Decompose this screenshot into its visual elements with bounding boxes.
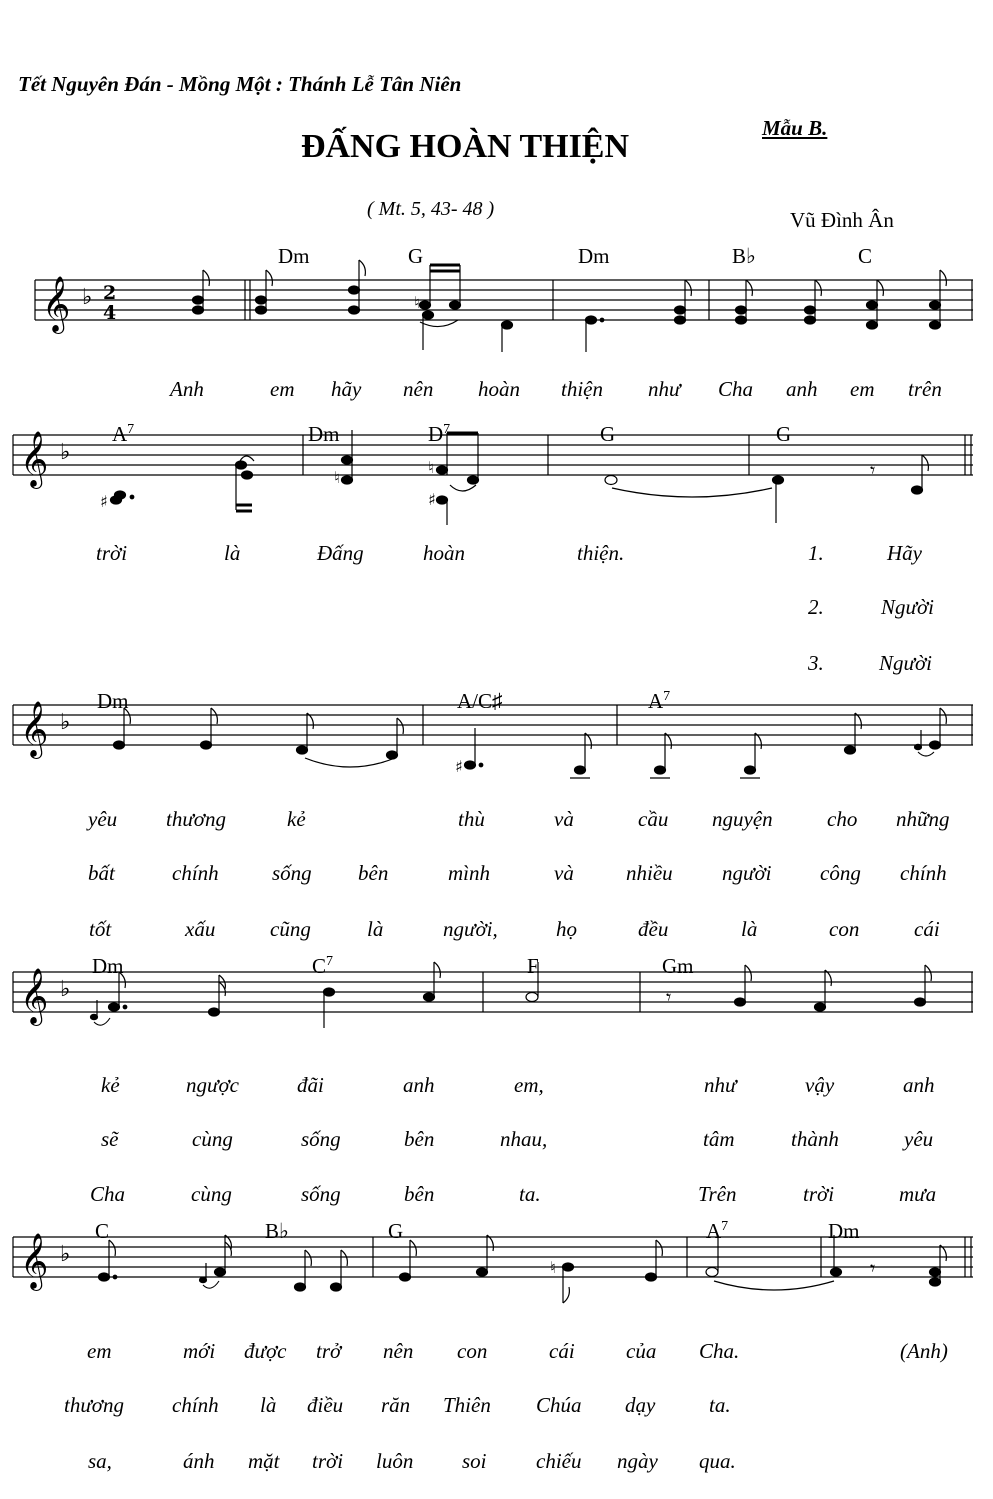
lyric-syllable: hãy bbox=[331, 377, 362, 401]
lyric-syllable: trời bbox=[803, 1182, 835, 1206]
variant-label: Mẫu B. bbox=[762, 116, 828, 140]
chord-extension: 7 bbox=[326, 954, 334, 969]
lyric-syllable: chính bbox=[172, 861, 219, 885]
lyric-syllable: chiếu bbox=[536, 1449, 582, 1473]
lyric-syllable: kẻ bbox=[287, 807, 306, 831]
lyric-syllable: thiện. bbox=[577, 541, 625, 565]
lyric-syllable: thành bbox=[791, 1127, 839, 1151]
lyric-syllable: là bbox=[224, 541, 241, 565]
chord-symbol: A/C♯ bbox=[457, 689, 503, 713]
chord-symbol: B♭ bbox=[732, 244, 756, 268]
lyric-syllable: em bbox=[270, 377, 295, 401]
lyric-syllable: người bbox=[722, 861, 772, 885]
lyric-syllable: anh bbox=[903, 1073, 935, 1097]
lyric-syllable: xấu bbox=[185, 917, 216, 941]
chord-symbol: Gm bbox=[662, 954, 694, 978]
lyric-syllable: con bbox=[457, 1339, 488, 1363]
lyric-syllable: cùng bbox=[191, 1182, 232, 1206]
time-signature-top: 2 bbox=[103, 282, 117, 304]
lyric-syllable: là bbox=[367, 917, 384, 941]
chord-symbol: $A^7$ bbox=[112, 422, 135, 446]
svg-text:♮: ♮ bbox=[550, 1258, 556, 1277]
chord-symbol: $A^7$ bbox=[648, 689, 671, 713]
lyric-syllable: của bbox=[626, 1339, 657, 1363]
lyric-syllable: dạy bbox=[625, 1393, 656, 1417]
chord-symbol: G bbox=[388, 1219, 404, 1243]
lyric-syllable: Trên bbox=[698, 1182, 737, 1206]
chord-extension: 7 bbox=[127, 422, 135, 437]
svg-text:♯: ♯ bbox=[428, 490, 436, 509]
chord-symbol: G bbox=[600, 422, 616, 446]
lyric-syllable: nên bbox=[383, 1339, 414, 1363]
lyric-syllable: luôn bbox=[376, 1449, 414, 1473]
lyric-syllable: là bbox=[741, 917, 758, 941]
lyric-syllable: trời bbox=[96, 541, 128, 565]
lyric-syllable: Cha bbox=[90, 1182, 126, 1206]
lyric-syllable: yêu bbox=[904, 1127, 934, 1151]
svg-text:♯: ♯ bbox=[100, 492, 108, 511]
lyric-syllable: người, bbox=[443, 917, 498, 941]
treble-clef-icon: 𝄞 bbox=[20, 1233, 49, 1289]
lyric-syllable: công bbox=[820, 861, 861, 885]
lyric-syllable: và bbox=[554, 807, 574, 831]
chord-symbol: $C^7$ bbox=[312, 954, 334, 978]
chord-symbol: $A^7$ bbox=[706, 1219, 729, 1243]
treble-clef-icon: 𝄞 bbox=[20, 431, 49, 487]
lyric-syllable: Người bbox=[879, 651, 933, 675]
svg-text:♮: ♮ bbox=[428, 458, 434, 477]
lyric-syllable: chính bbox=[900, 861, 947, 885]
lyric-syllable: như bbox=[648, 377, 681, 401]
lyric-syllable: và bbox=[554, 861, 574, 885]
lyric-syllable: cầu bbox=[638, 807, 669, 831]
lyric-syllable: sống bbox=[301, 1127, 341, 1151]
lyric-syllable: cho bbox=[827, 807, 858, 831]
lyric-syllable: yêu bbox=[88, 807, 118, 831]
lyric-syllable: nên bbox=[403, 377, 434, 401]
lyric-syllable: mưa bbox=[899, 1182, 937, 1206]
lyric-syllable: tâm bbox=[703, 1127, 735, 1151]
lyric-syllable: anh bbox=[786, 377, 818, 401]
lyric-syllable: sa, bbox=[88, 1449, 112, 1473]
svg-text:♮: ♮ bbox=[414, 293, 420, 312]
lyric-syllable: thương bbox=[166, 807, 226, 831]
lyric-syllable: thương bbox=[64, 1393, 124, 1417]
chord-symbol: B♭ bbox=[265, 1219, 289, 1243]
lyric-syllable: ngược bbox=[186, 1073, 239, 1097]
lyric-syllable: soi bbox=[462, 1449, 487, 1473]
lyric-syllable: cùng bbox=[192, 1127, 233, 1151]
scripture-reference: ( Mt. 5, 43- 48 ) bbox=[367, 198, 495, 220]
song-title: ĐẤNG HOÀN THIỆN bbox=[300, 128, 630, 165]
lyric-syllable: ánh bbox=[183, 1449, 215, 1473]
lyric-syllable: qua. bbox=[699, 1449, 736, 1473]
lyric-syllable: vậy bbox=[805, 1073, 835, 1097]
lyric-syllable: trở bbox=[316, 1339, 342, 1363]
lyric-syllable: được bbox=[244, 1339, 287, 1363]
lyric-syllable: răn bbox=[381, 1393, 411, 1417]
lyric-syllable: em bbox=[850, 377, 875, 401]
lyric-syllable: nhau, bbox=[500, 1127, 548, 1151]
lyric-syllable: cái bbox=[914, 917, 940, 941]
lyric-syllable: hoàn bbox=[423, 541, 465, 565]
lyric-syllable: mặt bbox=[248, 1449, 280, 1473]
lyric-syllable: kẻ bbox=[101, 1073, 120, 1097]
treble-clef-icon: 𝄞 bbox=[42, 276, 71, 332]
lyric-syllable: bên bbox=[404, 1127, 435, 1151]
verse-number: 2. bbox=[808, 595, 824, 619]
lyric-syllable: nguyện bbox=[712, 807, 773, 831]
lyric-syllable: sống bbox=[272, 861, 312, 885]
lyric-syllable: chính bbox=[172, 1393, 219, 1417]
lyric-syllable: Cha bbox=[718, 377, 754, 401]
svg-text:♯: ♯ bbox=[455, 757, 463, 776]
flat-key-signature: ♭ bbox=[60, 1242, 71, 1267]
chord-symbol: Dm bbox=[278, 244, 310, 268]
lyric-syllable: con bbox=[829, 917, 860, 941]
lyric-syllable: trên bbox=[908, 377, 942, 401]
chord-symbol: Dm bbox=[92, 954, 124, 978]
lyric-syllable: Hãy bbox=[887, 541, 922, 565]
chord-symbol: Dm bbox=[97, 689, 129, 713]
treble-clef-icon: 𝄞 bbox=[20, 968, 49, 1024]
lyric-syllable: Thiên bbox=[443, 1393, 491, 1417]
verse-number: 3. bbox=[808, 651, 824, 675]
lyric-syllable: nhiều bbox=[626, 861, 673, 885]
lyric-syllable: bên bbox=[404, 1182, 435, 1206]
lyric-syllable: sống bbox=[301, 1182, 341, 1206]
lyric-syllable: điều bbox=[307, 1393, 344, 1417]
lyric-syllable: như bbox=[704, 1073, 737, 1097]
lyric-syllable: em bbox=[87, 1339, 112, 1363]
flat-key-signature: ♭ bbox=[60, 977, 71, 1002]
lyric-syllable: những bbox=[896, 807, 950, 831]
chord-extension: 7 bbox=[443, 422, 451, 437]
svg-text:𝄾: 𝄾 bbox=[870, 458, 876, 482]
lyric-syllable: sẽ bbox=[101, 1127, 119, 1151]
staff-system-1 bbox=[0, 240, 993, 360]
lyric-syllable: thiện bbox=[561, 377, 603, 401]
composer-name: Vũ Đình Ân bbox=[790, 208, 894, 232]
chord-symbol: $D^7$ bbox=[428, 422, 451, 446]
lyric-syllable: cái bbox=[549, 1339, 575, 1363]
lyric-syllable: anh bbox=[403, 1073, 435, 1097]
flat-key-signature: ♭ bbox=[82, 285, 93, 310]
lyric-syllable: Cha. bbox=[699, 1339, 740, 1363]
chord-symbol: F bbox=[527, 954, 539, 978]
svg-text:♮: ♮ bbox=[334, 468, 340, 487]
lyric-syllable: là bbox=[260, 1393, 277, 1417]
lyric-syllable: ta. bbox=[519, 1182, 541, 1206]
lyric-syllable: Đấng bbox=[317, 541, 364, 565]
svg-text:𝄾: 𝄾 bbox=[870, 1256, 876, 1280]
lyric-syllable: bất bbox=[88, 861, 115, 885]
verse-number: 1. bbox=[808, 541, 824, 565]
lyric-syllable: mình bbox=[448, 861, 490, 885]
chord-extension: 7 bbox=[663, 689, 671, 704]
lyric-syllable: đều bbox=[638, 917, 669, 941]
chord-symbol: C bbox=[858, 244, 873, 268]
chord-symbol: Dm bbox=[578, 244, 610, 268]
staff-system-2 bbox=[0, 425, 993, 525]
treble-clef-icon: 𝄞 bbox=[20, 701, 49, 757]
lyric-syllable: thù bbox=[458, 807, 485, 831]
chord-symbol: G bbox=[776, 422, 792, 446]
flat-key-signature: ♭ bbox=[60, 710, 71, 735]
svg-text:𝄾: 𝄾 bbox=[666, 985, 672, 1009]
lyric-syllable: bên bbox=[358, 861, 389, 885]
time-signature-bottom: 4 bbox=[103, 302, 117, 324]
lyric-syllable: Người bbox=[881, 595, 935, 619]
lyric-syllable: mới bbox=[183, 1339, 216, 1363]
lyric-syllable: Anh bbox=[170, 377, 204, 401]
chord-symbol: C bbox=[95, 1219, 110, 1243]
staff-system-4 bbox=[0, 960, 993, 1040]
lyric-syllable: ta. bbox=[709, 1393, 731, 1417]
chord-symbol: G bbox=[408, 244, 424, 268]
chord-symbol: Dm bbox=[308, 422, 340, 446]
lyric-syllable: em, bbox=[514, 1073, 544, 1097]
flat-key-signature: ♭ bbox=[60, 440, 71, 465]
lyric-syllable: hoàn bbox=[478, 377, 520, 401]
lyric-syllable: họ bbox=[556, 917, 577, 941]
occasion-heading: Tết Nguyên Đán - Mồng Một : Thánh Lễ Tân Niên bbox=[18, 72, 462, 96]
lyric-syllable: đãi bbox=[297, 1073, 324, 1097]
lyric-syllable: (Anh) bbox=[900, 1339, 948, 1363]
lyric-syllable: trời bbox=[312, 1449, 344, 1473]
chord-symbol: Dm bbox=[828, 1219, 860, 1243]
lyric-syllable: Chúa bbox=[536, 1393, 582, 1417]
chord-extension: 7 bbox=[721, 1219, 729, 1234]
lyric-syllable: ngày bbox=[617, 1449, 658, 1473]
lyric-syllable: tốt bbox=[89, 917, 112, 941]
lyric-syllable: cũng bbox=[270, 917, 311, 941]
